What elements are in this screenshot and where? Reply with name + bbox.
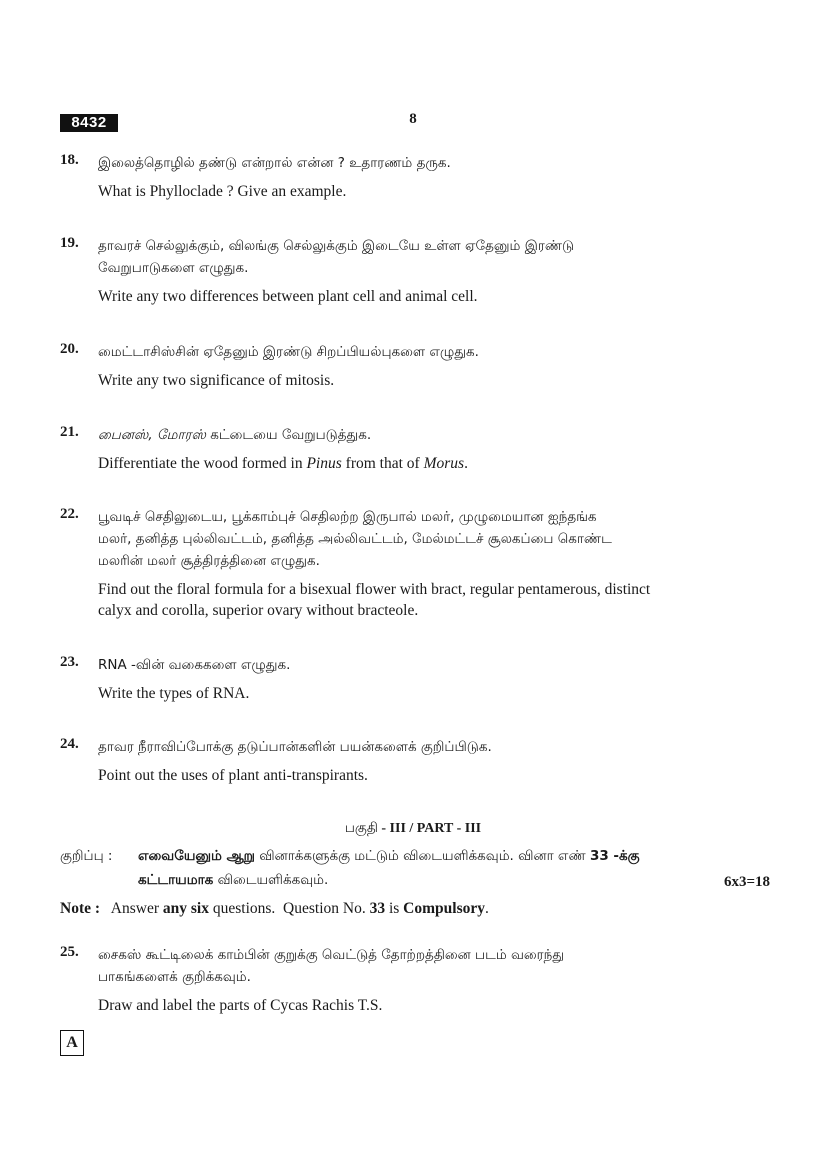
note-line-1: எவையேனும் ஆறு வினாக்களுக்கு மட்டும் விடையளிக்கவும். வினா எண் 33 -க்கு: [138, 848, 640, 864]
page-number: 8: [409, 111, 417, 127]
question-number: 23.: [60, 654, 79, 670]
question-number: 22.: [60, 506, 79, 522]
marks-allocation: 6x3=18: [723, 874, 770, 890]
italic-pinus: Pinus: [306, 455, 342, 472]
question-text-tamil: மலரின் மலர் சூத்திரத்தினை எழுதுக.: [98, 553, 320, 569]
question-number: 19.: [60, 235, 79, 251]
note-label-english: Note :: [60, 900, 101, 917]
question-text-tamil: தாவர நீராவிப்போக்கு தடுப்பான்களின் பயன்களைக் குறிப்பிடுக.: [98, 739, 492, 755]
italic-morus: Morus: [423, 455, 465, 472]
question-text-tamil: மலர், தனித்த புல்லிவட்டம், தனித்த அல்லிவட்டம், மேல்மட்டச் சூலகப்பை கொண்ட: [98, 531, 612, 547]
question-number: 18.: [60, 152, 79, 168]
question-text-tamil: மைட்டாசிஸ்சின் ஏதேனும் இரண்டு சிறப்பியல்புகளை எழுதுக.: [98, 344, 479, 360]
question-text-english: Write the types of RNA.: [98, 685, 250, 702]
booklet-letter-box: A: [60, 1030, 84, 1056]
question-text-tamil: பாகங்களைக் குறிக்கவும்.: [98, 969, 251, 985]
question-text-tamil: இலைத்தொழில் தண்டு என்றால் என்ன ? உதாரணம் தருக.: [98, 155, 451, 171]
question-text-english: What is Phylloclade ? Give an example.: [98, 183, 347, 200]
note-line-2: கட்டாயமாக விடையளிக்கவும்.: [138, 872, 329, 888]
question-text-tamil: தாவரச் செல்லுக்கும், விலங்கு செல்லுக்கும் இடையே உள்ள ஏதேனும் இரண்டு: [98, 238, 575, 254]
question-text-english: Point out the uses of plant anti-transpirants.: [98, 767, 368, 784]
question-number: 21.: [60, 424, 79, 440]
question-text-tamil: பைனஸ், மோரஸ் கட்டையை வேறுபடுத்துக.: [98, 427, 372, 443]
part-heading-english: - III / PART - III: [377, 821, 482, 836]
note-label-tamil: குறிப்பு :: [60, 848, 113, 864]
question-number: 25.: [60, 944, 79, 960]
question-text-english: Draw and label the parts of Cycas Rachis T.S.: [98, 997, 383, 1014]
part-heading-tamil: பகுதி: [344, 820, 378, 836]
question-text-tamil: பூவடிச் செதிலுடைய, பூக்காம்புச் செதிலற்ற இருபால் மலர், முழுமையான ஐந்தங்க: [98, 509, 597, 525]
instruction-note-english: Note : Answer any six questions. Question No. 33 is Compulsory.: [60, 900, 489, 917]
question-text-tamil: வேறுபாடுகளை எழுதுக.: [98, 260, 249, 276]
question-text-english: Find out the floral formula for a bisexual flower with bract, regular pentamerous, distinct: [98, 581, 651, 598]
question-number: 24.: [60, 736, 79, 752]
question-text-english: Write any two significance of mitosis.: [98, 372, 335, 389]
question-text-tamil: RNA -வின் வகைகளை எழுதுக.: [98, 657, 291, 673]
paper-code: 8432: [60, 114, 118, 132]
question-text-english: Write any two differences between plant cell and animal cell.: [98, 288, 478, 305]
question-text-tamil: சைகஸ் கூட்டிலைக் காம்பின் குறுக்கு வெட்டுத் தோற்றத்தினை படம் வரைந்து: [98, 947, 565, 963]
italic-genus-names: பைனஸ், மோரஸ்: [98, 427, 206, 443]
question-number: 20.: [60, 341, 79, 357]
question-text-english: Differentiate the wood formed in Pinus from that of Morus.: [98, 455, 468, 472]
question-text-english: calyx and corolla, superior ovary without bracteole.: [98, 602, 419, 619]
part-heading: [0, 820, 826, 838]
